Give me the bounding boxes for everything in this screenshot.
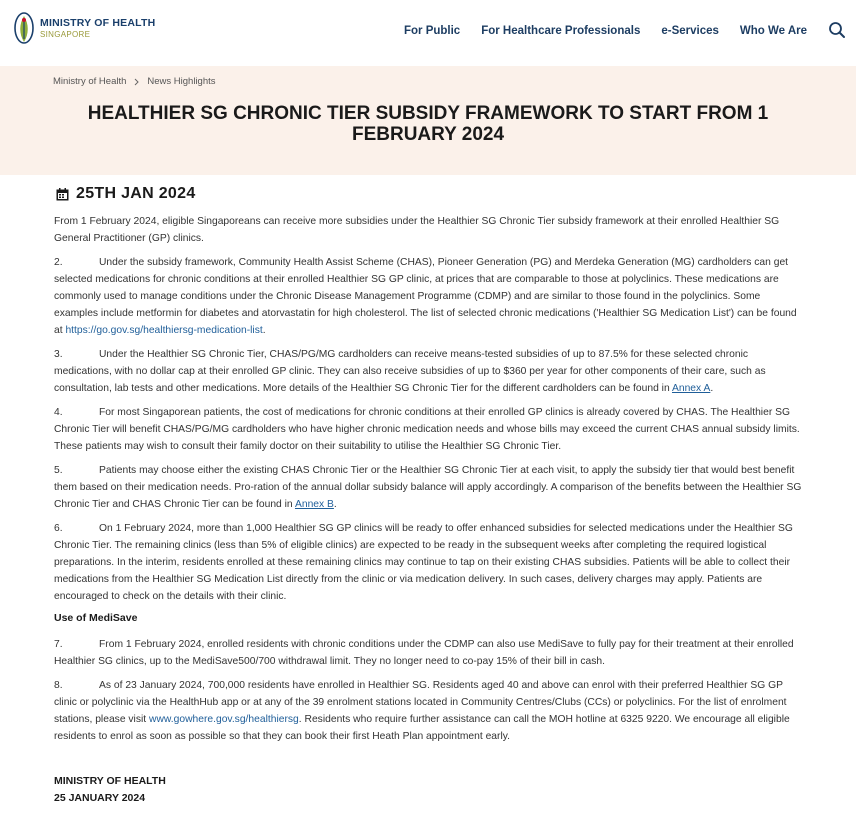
- date-text: 25TH JAN 2024: [76, 185, 196, 202]
- paragraph-1: From 1 February 2024, eligible Singaporeans can receive more subsidies under the Healthier SG Chronic Tier subsidy framework at their enrolled Healthier SG General Practitioner (GP) clinics.: [54, 216, 780, 244]
- paragraph-tail: .: [333, 499, 337, 510]
- paragraph-number: 8.: [54, 680, 63, 691]
- paragraph-number: 4.: [54, 407, 63, 418]
- nav-for-public[interactable]: For Public: [403, 25, 461, 37]
- paragraph-number: 3.: [54, 349, 63, 360]
- paragraph-text: For most Singaporean patients, the cost of medications for chronic conditions at their enrolled GP clinics is already covered by CHAS. The Healthier SG Chronic Tier will benefit CHAS/PG/MG cardholders who have higher chronic medication needs and whose bills may exceed the current CHAS annual subsidy limits. These patients may wish to consult their family doctor on their suitability to utilise the Healthier SG Chronic Tier.: [54, 407, 800, 452]
- nav-e-services[interactable]: e-Services: [661, 25, 719, 37]
- signature-org: MINISTRY OF HEALTH: [54, 775, 166, 787]
- signature-block: [54, 773, 806, 807]
- section-heading: Use of MediSave: [54, 612, 138, 624]
- paragraph-text: Under the subsidy framework, Community Health Assist Scheme (CHAS), Pioneer Generation (PG) and Merdeka Generation (MG) cardholders can get selected medications for chronic conditions at their enrolled Healthier SG GP clinic, at prices that are comparable to those at polyclinics. These medications are commonly used to manage conditions under the Chronic Disease Management Programme (CDMP) and are similar to those found in the polyclinics. Some examples include metformin for diabetes and atorvastatin for high cholesterol. The list of selected chronic medications ('Healthier SG Medication List') can be found at: [54, 257, 797, 336]
- moh-logo[interactable]: [14, 12, 155, 46]
- annex-b-link[interactable]: Annex B: [294, 499, 334, 510]
- paragraph-5: [54, 462, 806, 513]
- paragraph-6: [54, 520, 806, 605]
- paragraph-text: From 1 February 2024, enrolled residents with chronic conditions under the CDMP can also use MediSave to fully pay for their treatment at their enrolled Healthier SG clinics, up to the MediSave500/700 withdrawal limit. They no longer need to co-pay 15% of their bill in cash.: [54, 639, 794, 667]
- nav-for-healthcare-professionals[interactable]: For Healthcare Professionals: [481, 25, 641, 37]
- breadcrumb-current[interactable]: News Highlights: [147, 76, 216, 87]
- article-body: [54, 185, 806, 807]
- article-date: [54, 185, 806, 203]
- gowhere-link[interactable]: www.gowhere.gov.sg/healthiersg: [149, 714, 299, 725]
- site-header: [0, 0, 856, 66]
- paragraph-text: On 1 February 2024, more than 1,000 Healthier SG GP clinics will be ready to offer enhanced subsidies for selected medications under the Healthier SG Chronic Tier. The remaining clinics (less than 5% of eligible clinics) are expected to be ready in the subsequent weeks after completing the required logistical preparations. In the interim, residents enrolled at these remaining clinics may continue to tap on their existing CHAS subsidies. Patients will be able to collect their medications from the Healthier SG Medication List directly from the clinic or via medication delivery. In such cases, delivery charges may apply. Patients are encouraged to check on the details with their clinic.: [54, 523, 793, 602]
- paragraph-4: [54, 404, 806, 455]
- paragraph-tail: . Residents who require further assistance can call the MOH hotline at 6325 9220. We encourage all eligible residents to enrol as soon as possible so that they can book their first Heath Plan appointment early.: [54, 714, 790, 742]
- paragraph-number: 6.: [54, 523, 63, 534]
- paragraph-number: 7.: [54, 639, 63, 650]
- paragraph-text: As of 23 January 2024, 700,000 residents have enrolled in Healthier SG. Residents aged 40 and above can enrol with their preferred Healthier SG GP clinic or polyclinic via the HealthHub app or at any of the 39 enrolment stations located in Community Centres/Clubs (CCs) or polyclinics. For the list of enrolment stations, please visit: [54, 680, 787, 725]
- paragraph-7: [54, 636, 806, 670]
- paragraph-tail: .: [262, 325, 266, 336]
- logo-subtitle: SINGAPORE: [40, 30, 91, 39]
- page-hero: [0, 66, 856, 175]
- paragraph-text: Patients may choose either the existing CHAS Chronic Tier or the Healthier SG Chronic Tier at each visit, to apply the subsidy tier that would best benefit them based on their medication needs. Pro-ration of the annual dollar subsidy balance will apply accordingly. A comparison of the benefits between the Healthier SG Chronic Tier and CHAS Chronic Tier can be found in: [54, 465, 802, 510]
- page-title: HEALTHIER SG CHRONIC TIER SUBSIDY FRAMEWORK TO START FROM 1 FEBRUARY 2024: [87, 103, 769, 145]
- paragraph-number: 5.: [54, 465, 63, 476]
- breadcrumb-home[interactable]: Ministry of Health: [53, 76, 127, 87]
- calendar-icon: [56, 188, 69, 201]
- nav-who-we-are[interactable]: Who We Are: [739, 25, 807, 37]
- moh-crest-icon: [14, 12, 34, 46]
- paragraph-3: [54, 346, 806, 397]
- main-nav: [404, 22, 856, 40]
- paragraph-number: 2.: [54, 257, 63, 268]
- paragraph-8: [54, 677, 806, 745]
- annex-a-link[interactable]: Annex A: [671, 383, 711, 394]
- signature-date: 25 JANUARY 2024: [54, 792, 146, 804]
- chevron-right-icon: [133, 78, 140, 86]
- medication-list-link[interactable]: https://go.gov.sg/healthiersg-medication-list: [65, 325, 263, 336]
- breadcrumb: [53, 76, 216, 87]
- paragraph-2: [54, 254, 806, 339]
- paragraph-tail: .: [710, 383, 714, 394]
- paragraph-text: Under the Healthier SG Chronic Tier, CHAS/PG/MG cardholders can receive means-tested subsidies of up to 87.5% for these selected chronic medications, with no dollar cap at their enrolled GP clinic. They can also receive subsidies of up to $360 per year for other components of their care, such as consultation, lab tests and other medications. More details of the Healthier SG Chronic Tier for the different cardholders can be found in: [54, 349, 766, 394]
- logo-title: MINISTRY OF HEALTH: [40, 17, 156, 29]
- search-icon[interactable]: [828, 21, 846, 39]
